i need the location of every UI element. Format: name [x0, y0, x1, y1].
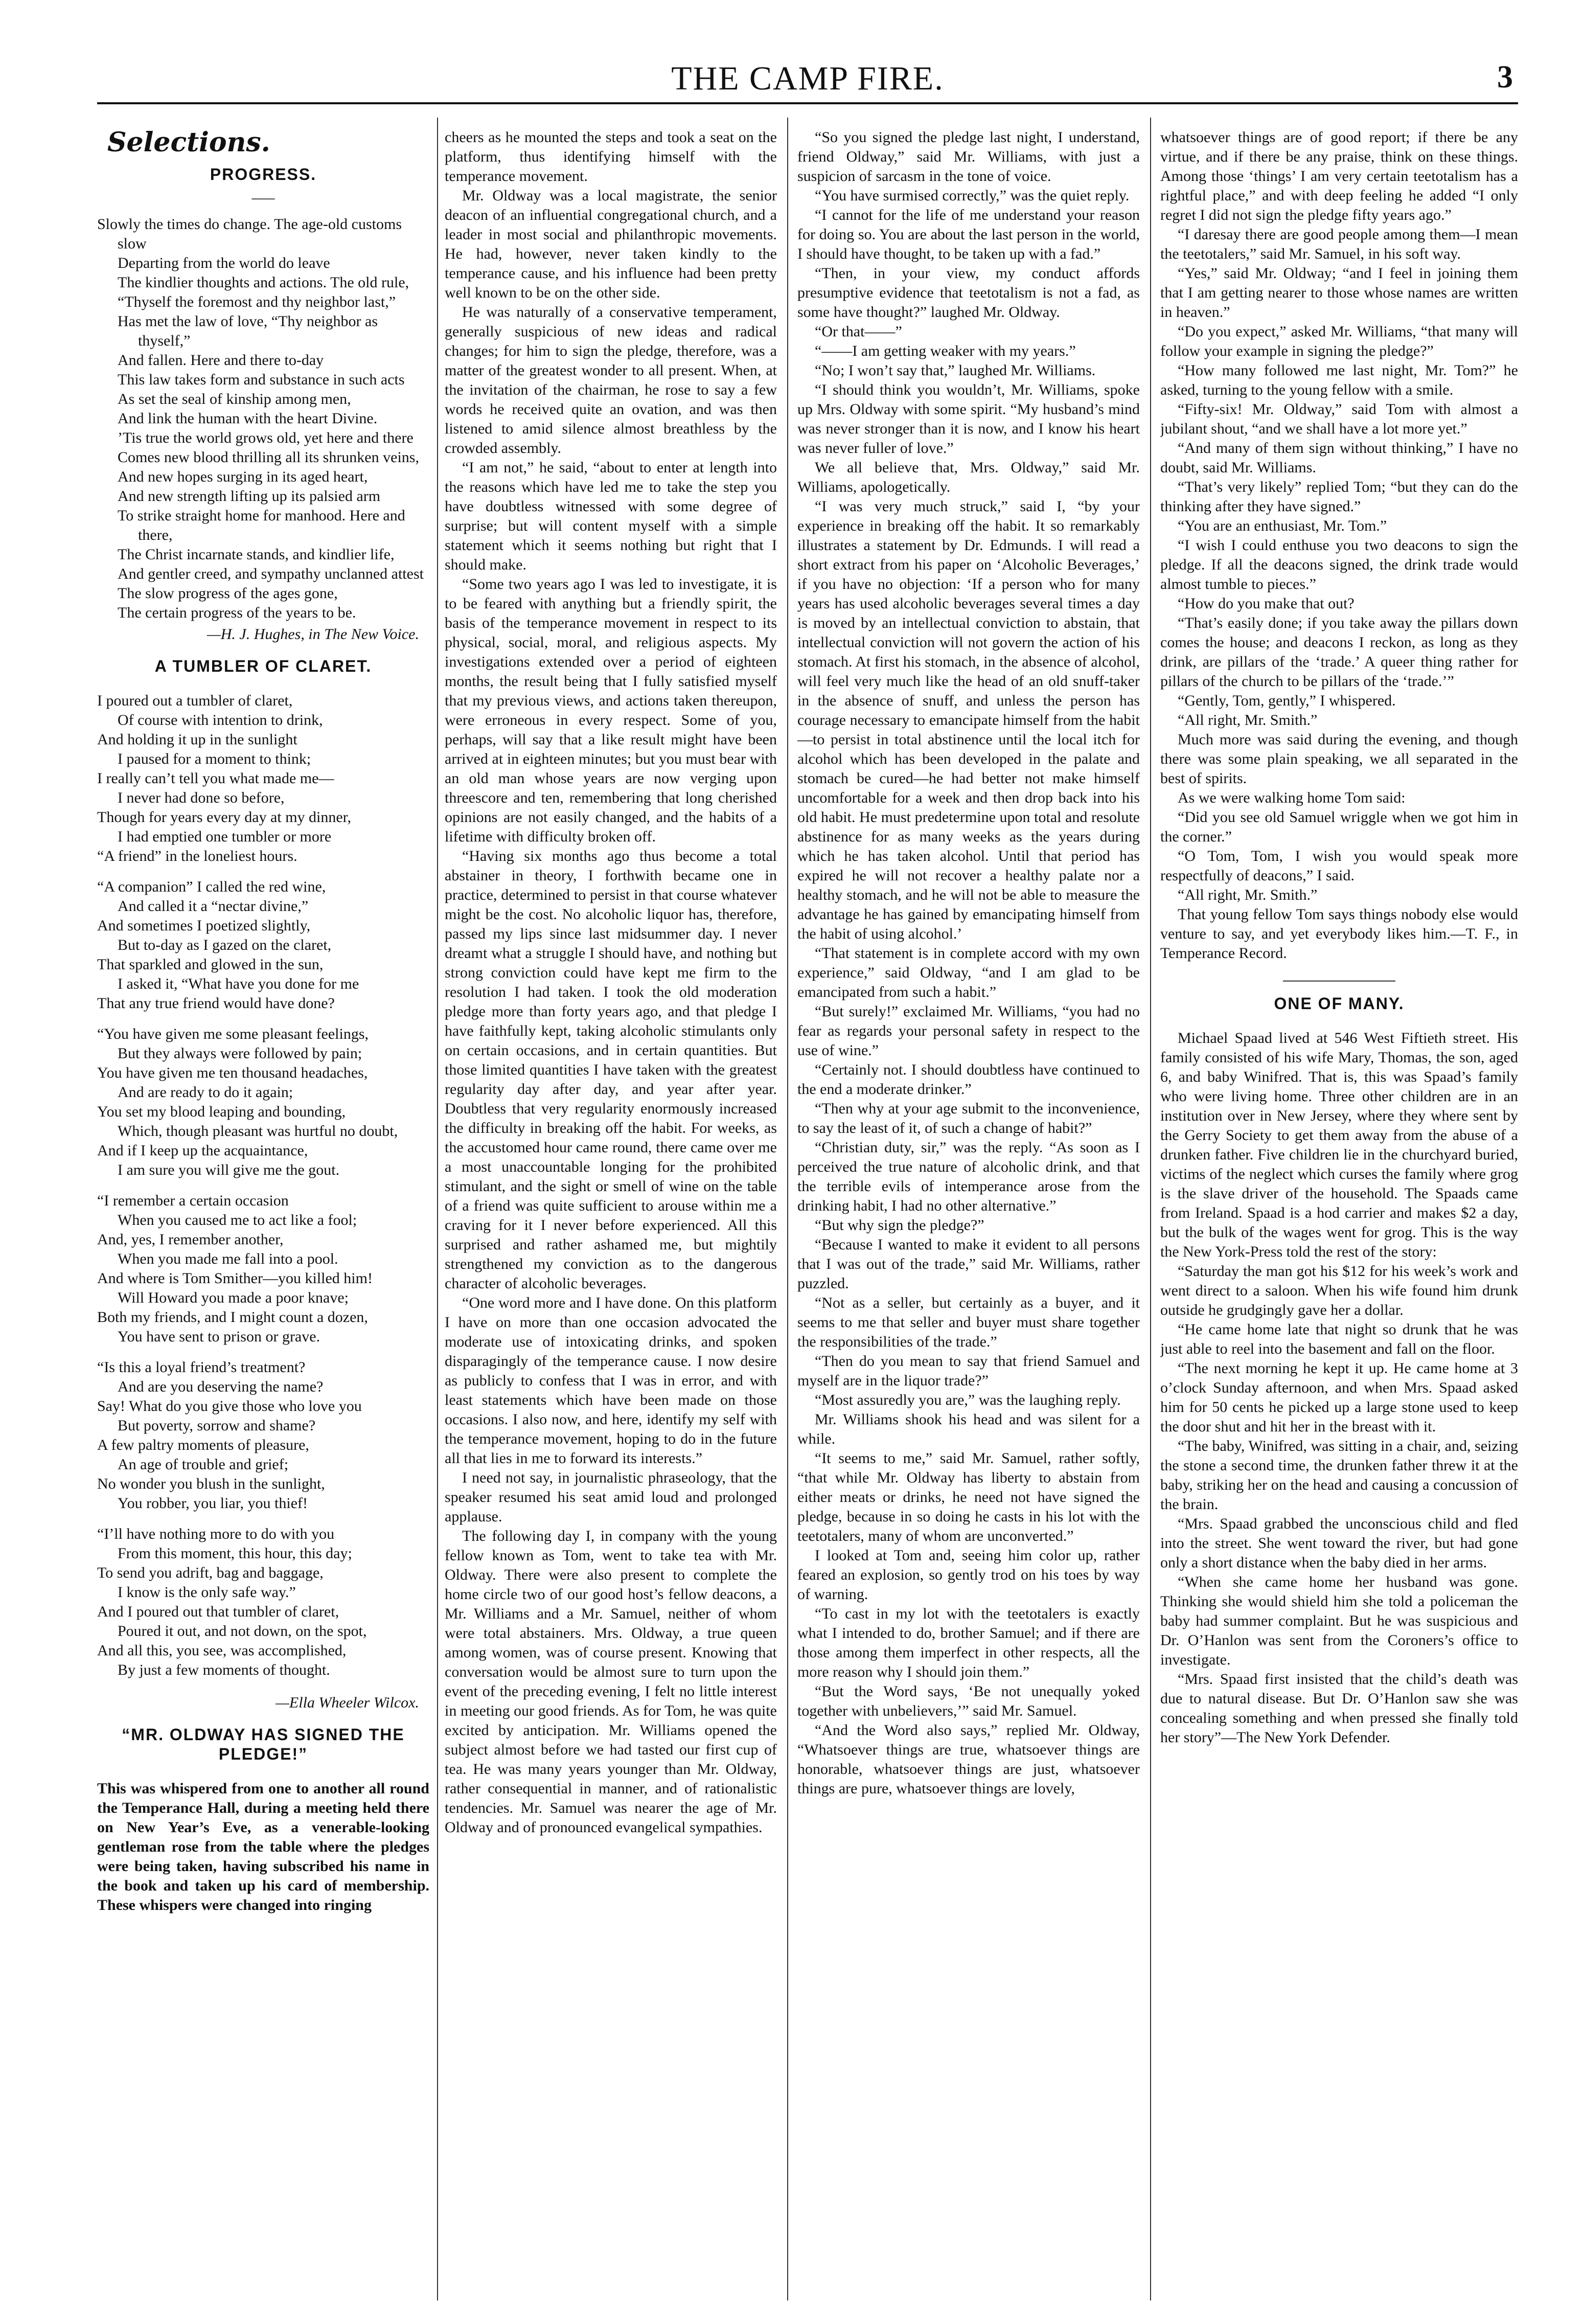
poem-line: And link the human with the heart Divine. — [118, 410, 378, 427]
poem-line: Slowly the times do change. The age-old customs slow — [97, 216, 402, 252]
poem-line: I am sure you will give me the gout. — [118, 1161, 340, 1178]
poem-line: I paused for a moment to think; — [118, 750, 311, 767]
column-1 — [97, 128, 429, 2290]
poem-progress — [97, 215, 429, 623]
poem-line: To strike straight home for manhood. Here and there, — [118, 507, 405, 543]
poem-line: That any true friend would have done? — [97, 995, 335, 1012]
stanza-gap — [97, 1680, 429, 1691]
poem-attribution: —Ella Wheeler Wilcox. — [276, 1694, 419, 1711]
paragraph: “Then why at your age submit to the inconvenience, to say the least of it, of such a change of habit?” — [797, 1100, 1140, 1136]
poem-line: But they always were followed by pain; — [118, 1045, 362, 1062]
paragraph: “I was very much struck,” said I, “by your experience in breaking off the habit. It so remarkably illustrates a statement by Dr. Edmunds. I will read a short extract from his paper on ‘Alcoholic Beverages,’ if you have no objection: ‘If a person who for many years has used alcoholic beverages several times a day is moved by an intellectual conviction to abstain, that intellectual conviction will not govern the action of his stomach. At first his stomach, in the absence of alcohol, will feel very much like the head of an old snuff-taker in the absence of snuff, and unless the person has courage necessary to emancipate himself from the habit—to persist in total abstinence until the local itch for alcohol which has been developed in the palate and stomach be cured—he had better not make himself uncomfortable for a week and then drop back into his old habit. He must predetermine upon total and resolute abstinence for as many weeks as the years during which he has taken alcohol. Until that period has expired he will not recover a healthy palate nor a healthy stomach, and he will not be able to measure the advantage he has gained by emancipating himself from the habit of using alcohol.’ — [797, 498, 1140, 942]
paragraph: “O Tom, Tom, I wish you would speak more respectfully of deacons,” I said. — [1160, 848, 1518, 884]
section-divider — [1283, 981, 1395, 982]
paragraph: “How do you make that out? — [1178, 595, 1355, 612]
poem-line: “I remember a certain occasion — [97, 1192, 289, 1209]
poem-line: Poured it out, and not down, on the spot, — [118, 1623, 367, 1639]
paragraph: “You have surmised correctly,” was the quiet reply. — [815, 187, 1130, 204]
paragraph: “To cast in my lot with the teetotalers is exactly what I intended to do, brother Samuel; and if there are those among them imperfect in other respects, all the more reason why I should join them.” — [797, 1605, 1140, 1680]
poem-line: I asked it, “What have you done for me — [118, 975, 359, 992]
paragraph: “It seems to me,” said Mr. Samuel, rather softly, “that while Mr. Oldway has liberty to abstain from either meats or drinks, he need not have signed the pledge, because in so doing he casts in his lot with the teetotalers, many of whom are unconverted.” — [797, 1450, 1140, 1544]
paragraph: whatsoever things are of good report; if there be any virtue, and if there be any praise, think on these things. Among those ‘things’ I am very certain teetotalism has a rightful place,” and with deep feeling he added “I only regret I did not sign the pledge fifty years ago.” — [1160, 129, 1518, 223]
paragraph: “Having six months ago thus become a total abstainer in theory, I forthwith became one in practice, determined to persist in that course whatever might be the cost. No alcoholic liquor has, therefore, passed my lips since last midsummer day. I never dreamt what a struggle I should have, and nothing but strong conviction could have kept me firm to the resolution I had taken. I took the old moderation pledge more than forty years ago, and that pledge I have faithfully kept, taking alcoholic stimulants only on certain occasions, and in certain quantities. But those limited quantities I have taken with the greatest regularity day after day, and year after year. Doubtless that very regularity enormously increased the difficulty in breaking off the habit. For weeks, as the accustomed hour came round, there came over me a most unaccountable longing for the prohibited stimulant, and the sight or smell of wine on the table of a friend was quite sufficient to arouse within me a craving for it I never before experienced. All this surprised and rather ashamed me, but mightily strengthened my conviction as to the dangerous character of alcoholic beverages. — [445, 848, 777, 1292]
poem-line: And new hopes surging in its aged heart, — [118, 468, 368, 485]
poem-line: “Is this a loyal friend’s treatment? — [97, 1359, 306, 1376]
column-4 — [1160, 128, 1518, 2290]
paragraph: “Gently, Tom, gently,” I whispered. — [1178, 692, 1396, 709]
stanza-gap — [97, 1013, 429, 1024]
poem-tumbler — [97, 691, 429, 1691]
article-body — [445, 128, 777, 1837]
poem-line: The certain progress of the years to be. — [118, 604, 356, 621]
poem-title-progress: PROGRESS. — [210, 165, 317, 184]
paragraph: “Mrs. Spaad grabbed the unconscious child and fled into the street. She went toward the river, but had gone only a short distance when the baby died in her arms. — [1160, 1515, 1518, 1571]
paragraph: “Certainly not. I should doubtless have continued to the end a moderate drinker.” — [797, 1061, 1140, 1098]
poem-line: Will Howard you made a poor knave; — [118, 1289, 349, 1306]
poem-line: Both my friends, and I might count a dozen, — [97, 1309, 368, 1326]
paragraph: “All right, Mr. Smith.” — [1178, 712, 1318, 728]
paragraph: “So you signed the pledge last night, I understand, friend Oldway,” said Mr. Williams, with just a suspicion of sarcasm in the tone of voice. — [797, 129, 1140, 185]
stanza-gap — [97, 1513, 429, 1524]
paragraph: “The baby, Winifred, was sitting in a chair, and, seizing the stone a second time, the drunken father threw it at the baby, striking her on the head and causing a concussion of the brain. — [1160, 1438, 1518, 1513]
paragraph: “Because I wanted to make it evident to all persons that I was out of the trade,” said Mr. Williams, rather puzzled. — [797, 1236, 1140, 1292]
poem-line: Say! What do you give those who love you — [97, 1398, 362, 1415]
poem-line: No wonder you blush in the sunlight, — [97, 1475, 325, 1492]
article-body — [797, 128, 1140, 1798]
poem-line: When you made me fall into a pool. — [118, 1250, 338, 1267]
poem-line: I poured out a tumbler of claret, — [97, 692, 293, 709]
paragraph: That young fellow Tom says things nobody else would venture to say, and yet everybody likes him.—T. F., in Temperance Record. — [1160, 906, 1518, 962]
poem-line: “Thyself the foremost and thy neighbor last,” — [118, 293, 396, 310]
title-dash: —– — [251, 189, 275, 206]
paragraph: “Then, in your view, my conduct affords presumptive evidence that teetotalism is not a fad, as some have thought?” laughed Mr. Oldway. — [797, 265, 1140, 321]
poem-line: And sometimes I poetized slightly, — [97, 917, 311, 934]
poem-line: I know is the only safe way.” — [118, 1584, 296, 1601]
poem-line: The Christ incarnate stands, and kindlier life, — [118, 546, 395, 563]
poem-line: ’Tis true the world grows old, yet here and there — [118, 429, 414, 446]
poem-line: And, yes, I remember another, — [97, 1231, 284, 1248]
paragraph: “I wish I could enthuse you two deacons to sign the pledge. If all the deacons signed, the drink trade would almost tumble to pieces.” — [1160, 537, 1518, 593]
paragraph: Mr. Williams shook his head and was silent for a while. — [797, 1411, 1140, 1447]
section-heading: Selections. — [107, 128, 270, 158]
poem-line: As set the seal of kinship among men, — [118, 391, 351, 407]
paragraph: “Yes,” said Mr. Oldway; “and I feel in joining them that I am getting nearer to those whose names are written in heaven.” — [1160, 265, 1518, 321]
poem-line: But to-day as I gazed on the claret, — [118, 937, 332, 953]
article-title-one-of-many: ONE OF MANY. — [1274, 994, 1405, 1013]
poem-line: “You have given me some pleasant feelings, — [97, 1026, 369, 1042]
poem-line: To send you adrift, bag and baggage, — [97, 1564, 324, 1581]
column-divider — [437, 118, 438, 2300]
poem-line: Comes new blood thrilling all its shrunken veins, — [118, 449, 419, 466]
poem-line: An age of trouble and grief; — [118, 1456, 289, 1473]
paragraph: “I cannot for the life of me understand your reason for doing so. You are about the last person in the world, I should have thought, to be taken up with a fad.” — [797, 207, 1140, 262]
poem-line: The kindlier thoughts and actions. The old rule, — [118, 274, 409, 291]
poem-line: Though for years every day at my dinner, — [97, 809, 351, 826]
paragraph: “Or that——” — [815, 323, 902, 340]
poem-attribution: —H. J. Hughes, in The New Voice. — [207, 626, 419, 643]
paragraph: “I am not,” he said, “about to enter at length into the reasons which have led me to take the step you have doubtless witnessed with some degree of surprise; but will content myself with a simple statement which it seems nothing but right that I should make. — [445, 459, 777, 573]
stanza-gap — [97, 866, 429, 877]
column-divider — [787, 118, 788, 2300]
poem-line: And holding it up in the sunlight — [97, 731, 297, 748]
poem-line: And are ready to do it again; — [118, 1084, 293, 1101]
poem-line: You have given me ten thousand headaches, — [97, 1064, 368, 1081]
poem-line: I had emptied one tumbler or more — [118, 828, 332, 845]
paragraph: Michael Spaad lived at 546 West Fiftieth street. His family consisted of his wife Mary, Thomas, the son, aged 6, and baby Winifred. That is, this was Spaad’s family who were living home. Three other children are in an institution over in New Jersey, where they where sent by the Gerry Society to get them away from the abuse of a drunken father. Five children lie in the churchyard buried, victims of the neglect which curses the family where grog is the slave driver of the household. The Spaads came from Ireland. Spaad is a hod carrier and makes $2 a day, but the bulk of the wages went for grog. This is the way the New York-Press told the rest of the story: — [1160, 1030, 1518, 1260]
poem-title-tumbler: A TUMBLER OF CLARET. — [154, 657, 372, 675]
poem-line: From this moment, this hour, this day; — [118, 1545, 352, 1562]
poem-line: That sparkled and glowed in the sun, — [97, 956, 324, 973]
poem-line: And I poured out that tumbler of claret, — [97, 1603, 339, 1620]
page-header — [97, 55, 1518, 101]
article-body — [1160, 1029, 1518, 1747]
paragraph: “But why sign the pledge?” — [815, 1217, 984, 1234]
poem-line: “I’ll have nothing more to do with you — [97, 1525, 335, 1542]
poem-line: And all this, you see, was accomplished, — [97, 1642, 347, 1659]
paragraph: “Fifty-six! Mr. Oldway,” said Tom with almost a jubilant shout, “and we shall have a lot more yet.” — [1160, 401, 1518, 437]
paragraph: “And many of them sign without thinking,” I have no doubt, said Mr. Williams. — [1160, 440, 1518, 476]
paragraph: This was whispered from one to another all round the Temperance Hall, during a meeting held there on New Year’s Eve, as a venerable-looking gentleman rose from the table where the pledges were being taken, having subscribed his name in the book and taken up his card of membership. These whispers were changed into ringing — [97, 1780, 429, 1913]
paragraph: “How many followed me last night, Mr. Tom?” he asked, turning to the young fellow with a smile. — [1160, 362, 1518, 398]
poem-line: But poverty, sorrow and shame? — [118, 1417, 316, 1434]
stanza-gap — [97, 1347, 429, 1358]
paragraph: I looked at Tom and, seeing him color up, rather feared an explosion, so gently trod on his toes by way of warning. — [797, 1547, 1140, 1603]
poem-line: And where is Tom Smither—you killed him! — [97, 1270, 373, 1287]
paragraph: “——I am getting weaker with my years.” — [815, 343, 1076, 359]
paragraph: Mr. Oldway was a local magistrate, the senior deacon of an influential congregational church, and a leader in most social and philanthropic movements. He had, however, never taken kindly to the temperance cause, and his influence had been pretty well known to be on the other side. — [445, 187, 777, 301]
poem-line: And called it a “nectar divine,” — [118, 898, 309, 915]
paragraph: “But surely!” exclaimed Mr. Williams, “you had no fear as regards your personal safety in respect to the use of wine.” — [797, 1003, 1140, 1059]
paragraph: “When she came home her husband was gone. Thinking she would shield him she told a policeman the baby had summer complaint. But he was suspicious and Dr. O’Hanlon was sent from the Coroners’s office to investigate. — [1160, 1574, 1518, 1668]
paragraph: “And the Word also says,” replied Mr. Oldway, “Whatsoever things are true, whatsoever things are honorable, whatsoever things are just, whatsoever things are pure, whatsoever things are lovely, — [797, 1722, 1140, 1797]
poem-line: “A friend” in the loneliest hours. — [97, 848, 297, 864]
paragraph: “That’s easily done; if you take away the pillars down comes the house; and deacons I reckon, as long as they drink, are pillars of the ‘trade.’ A queer thing rather for pillars of the church to be pillars of the ‘trade.’” — [1160, 614, 1518, 690]
poem-line: And are you deserving the name? — [118, 1378, 324, 1395]
paragraph: “All right, Mr. Smith.” — [1178, 886, 1318, 903]
poem-line: Of course with intention to drink, — [118, 712, 323, 728]
paragraph: Much more was said during the evening, and though there was some plain speaking, we all separated in the best of spirits. — [1160, 731, 1518, 787]
poem-line: When you caused me to act like a fool; — [118, 1212, 357, 1228]
article-body — [1160, 128, 1518, 963]
column-divider — [1150, 118, 1151, 2300]
poem-line: You have sent to prison or grave. — [118, 1328, 320, 1345]
header-rule — [97, 102, 1518, 104]
newspaper-title: THE CAMP FIRE. — [671, 60, 944, 97]
poem-line: You set my blood leaping and bounding, — [97, 1103, 346, 1120]
paragraph: We all believe that, Mrs. Oldway,” said Mr. Williams, apologetically. — [797, 459, 1140, 495]
paragraph: “Christian duty, sir,” was the reply. “As soon as I perceived the true nature of alcoholic drink, and that the terrible evils of intemperance arose from the drinking habit, I had no other alternative.” — [797, 1139, 1140, 1214]
article-title-oldway: “MR. OLDWAY HAS SIGNED THE PLEDGE!” — [122, 1725, 405, 1763]
poem-line: You robber, you liar, you thief! — [118, 1495, 308, 1512]
paragraph: “Some two years ago I was led to investigate, it is to be feared with anything but a friendly spirit, the basis of the temperance movement in respect to its physical, social, moral, and religious aspects. My investigations extended over a period of eighteen months, the result being that I fully satisfied myself that my previous views, and actions taken thereupon, were erroneous in every respect. Some of you, perhaps, will say that a like result might have been arrived at in eighteen minutes; but you must bear with an old man whose years are now verging upon threescore and ten, remembering that long cherished opinions are not easily changed, and the habits of a lifetime with difficulty broken off. — [445, 576, 777, 845]
poem-line: And if I keep up the acquaintance, — [97, 1142, 308, 1159]
paragraph: He was naturally of a conservative temperament, generally suspicious of new ideas and radical changes; for him to sign the pledge, therefore, was a matter of the greatest wonder to all present. When, at the invitation of the chairman, he rose to say a few words he received quite an ovation, and was then listened to amid silence almost breathless by the crowded assembly. — [445, 304, 777, 457]
page-number: 3 — [1497, 60, 1513, 95]
paragraph: “Then do you mean to say that friend Samuel and myself are in the liquor trade?” — [797, 1353, 1140, 1389]
poem-line: Departing from the world do leave — [118, 255, 330, 271]
paragraph: cheers as he mounted the steps and took a seat on the platform, thus identifying himself with the temperance movement. — [445, 129, 777, 185]
paragraph: “Mrs. Spaad first insisted that the child’s death was due to natural disease. But Dr. O’Hanlon saw she was concealing something and when pressed she finally told her story”—The New York Defender. — [1160, 1671, 1518, 1746]
stanza-gap — [97, 1180, 429, 1191]
column-3 — [797, 128, 1140, 2290]
paragraph: “The next morning he kept it up. He came home at 3 o’clock Sunday afternoon, and when Mrs. Spaad asked him for 50 cents he picked up a large stone used to keep the door shut and hit her in the breast with it. — [1160, 1360, 1518, 1435]
poem-line: And gentler creed, and sympathy unclanned attest — [118, 565, 424, 582]
paragraph: “That’s very likely” replied Tom; “but they can do the thinking after they have signed.” — [1160, 479, 1518, 515]
paragraph: “No; I won’t say that,” laughed Mr. Williams. — [815, 362, 1096, 379]
paragraph: “One word more and I have done. On this platform I have on more than one occasion advocated the moderate use of intoxicating drinks, and spoken disparagingly of the temperance cause. I now desire as publicly to confess that I was in error, and with least statements which have been made on those occasions. I also now, and here, identify my self with the temperance movement, hoping to do in the future all that lies in me to forward its interests.” — [445, 1294, 777, 1467]
paragraph: “You are an enthusiast, Mr. Tom.” — [1178, 517, 1387, 534]
poem-line: I really can’t tell you what made me— — [97, 770, 334, 787]
poem-line: The slow progress of the ages gone, — [118, 585, 338, 602]
poem-line: This law takes form and substance in such acts — [118, 371, 405, 388]
poem-line: By just a few moments of thought. — [118, 1661, 330, 1678]
paragraph: “But the Word says, ‘Be not unequally yoked together with unbelievers,’” said Mr. Samuel. — [797, 1683, 1140, 1719]
poem-line: Has met the law of love, “Thy neighbor as thyself,” — [118, 313, 378, 349]
paragraph: “That statement is in complete accord with my own experience,” said Oldway, “and I am glad to be emancipated from such a habit.” — [797, 945, 1140, 1000]
poem-line: A few paltry moments of pleasure, — [97, 1437, 309, 1453]
paragraph: “Do you expect,” asked Mr. Williams, “that many will follow your example in signing the pledge?” — [1160, 323, 1518, 359]
column-2 — [445, 128, 777, 2290]
poem-line: And new strength lifting up its palsied arm — [118, 488, 381, 505]
paragraph: “I daresay there are good people among them—I mean the teetotalers,” said Mr. Samuel, in his soft way. — [1160, 226, 1518, 262]
paragraph: “He came home late that night so drunk that he was just able to reel into the basement and fall on the floor. — [1160, 1321, 1518, 1357]
paragraph: As we were walking home Tom said: — [1178, 789, 1406, 806]
poem-line: Which, though pleasant was hurtful no doubt, — [118, 1123, 398, 1140]
paragraph: “Most assuredly you are,” was the laughing reply. — [815, 1392, 1121, 1408]
paragraph: “Not as a seller, but certainly as a buyer, and it seems to me that seller and buyer must share together the responsibilities of the trade.” — [797, 1294, 1140, 1350]
poem-line: “A companion” I called the red wine, — [97, 878, 326, 895]
paragraph: “Did you see old Samuel wriggle when we got him in the corner.” — [1160, 809, 1518, 845]
paragraph: “Saturday the man got his $12 for his week’s work and went direct to a saloon. When his wife found him drunk outside he grudgingly gave her a dollar. — [1160, 1263, 1518, 1318]
paragraph: The following day I, in company with the young fellow known as Tom, went to take tea with Mr. Oldway. There were also present to complete the home circle two of our good host’s fellow deacons, a Mr. Williams and a Mr. Samuel, neither of whom were total abstainers. Mrs. Oldway, a true queen among women, was of course present. Knowing that conversation would be almost sure to turn upon the event of the preceding evening, I felt no little interest in meeting our good friends. As for Tom, he was quite excited by anticipation. Mr. Williams opened the subject almost before we had tasted our first cup of tea. He was many years younger than Mr. Oldway, rather consequential in manner, and of rationalistic tendencies. Mr. Samuel was nearer the age of Mr. Oldway and of pronounced evangelical sympathies. — [445, 1528, 777, 1836]
poem-line: And fallen. Here and there to-day — [118, 352, 324, 369]
paragraph: I need not say, in journalistic phraseology, that the speaker resumed his seat amid loud and prolonged applause. — [445, 1469, 777, 1525]
poem-line: I never had done so before, — [118, 789, 285, 806]
paragraph: “I should think you wouldn’t, Mr. Williams, spoke up Mrs. Oldway with some spirit. “My husband’s mind was never stronger than it is now, and I know his heart was never fuller of love.” — [797, 381, 1140, 457]
article-body — [97, 1779, 429, 1915]
